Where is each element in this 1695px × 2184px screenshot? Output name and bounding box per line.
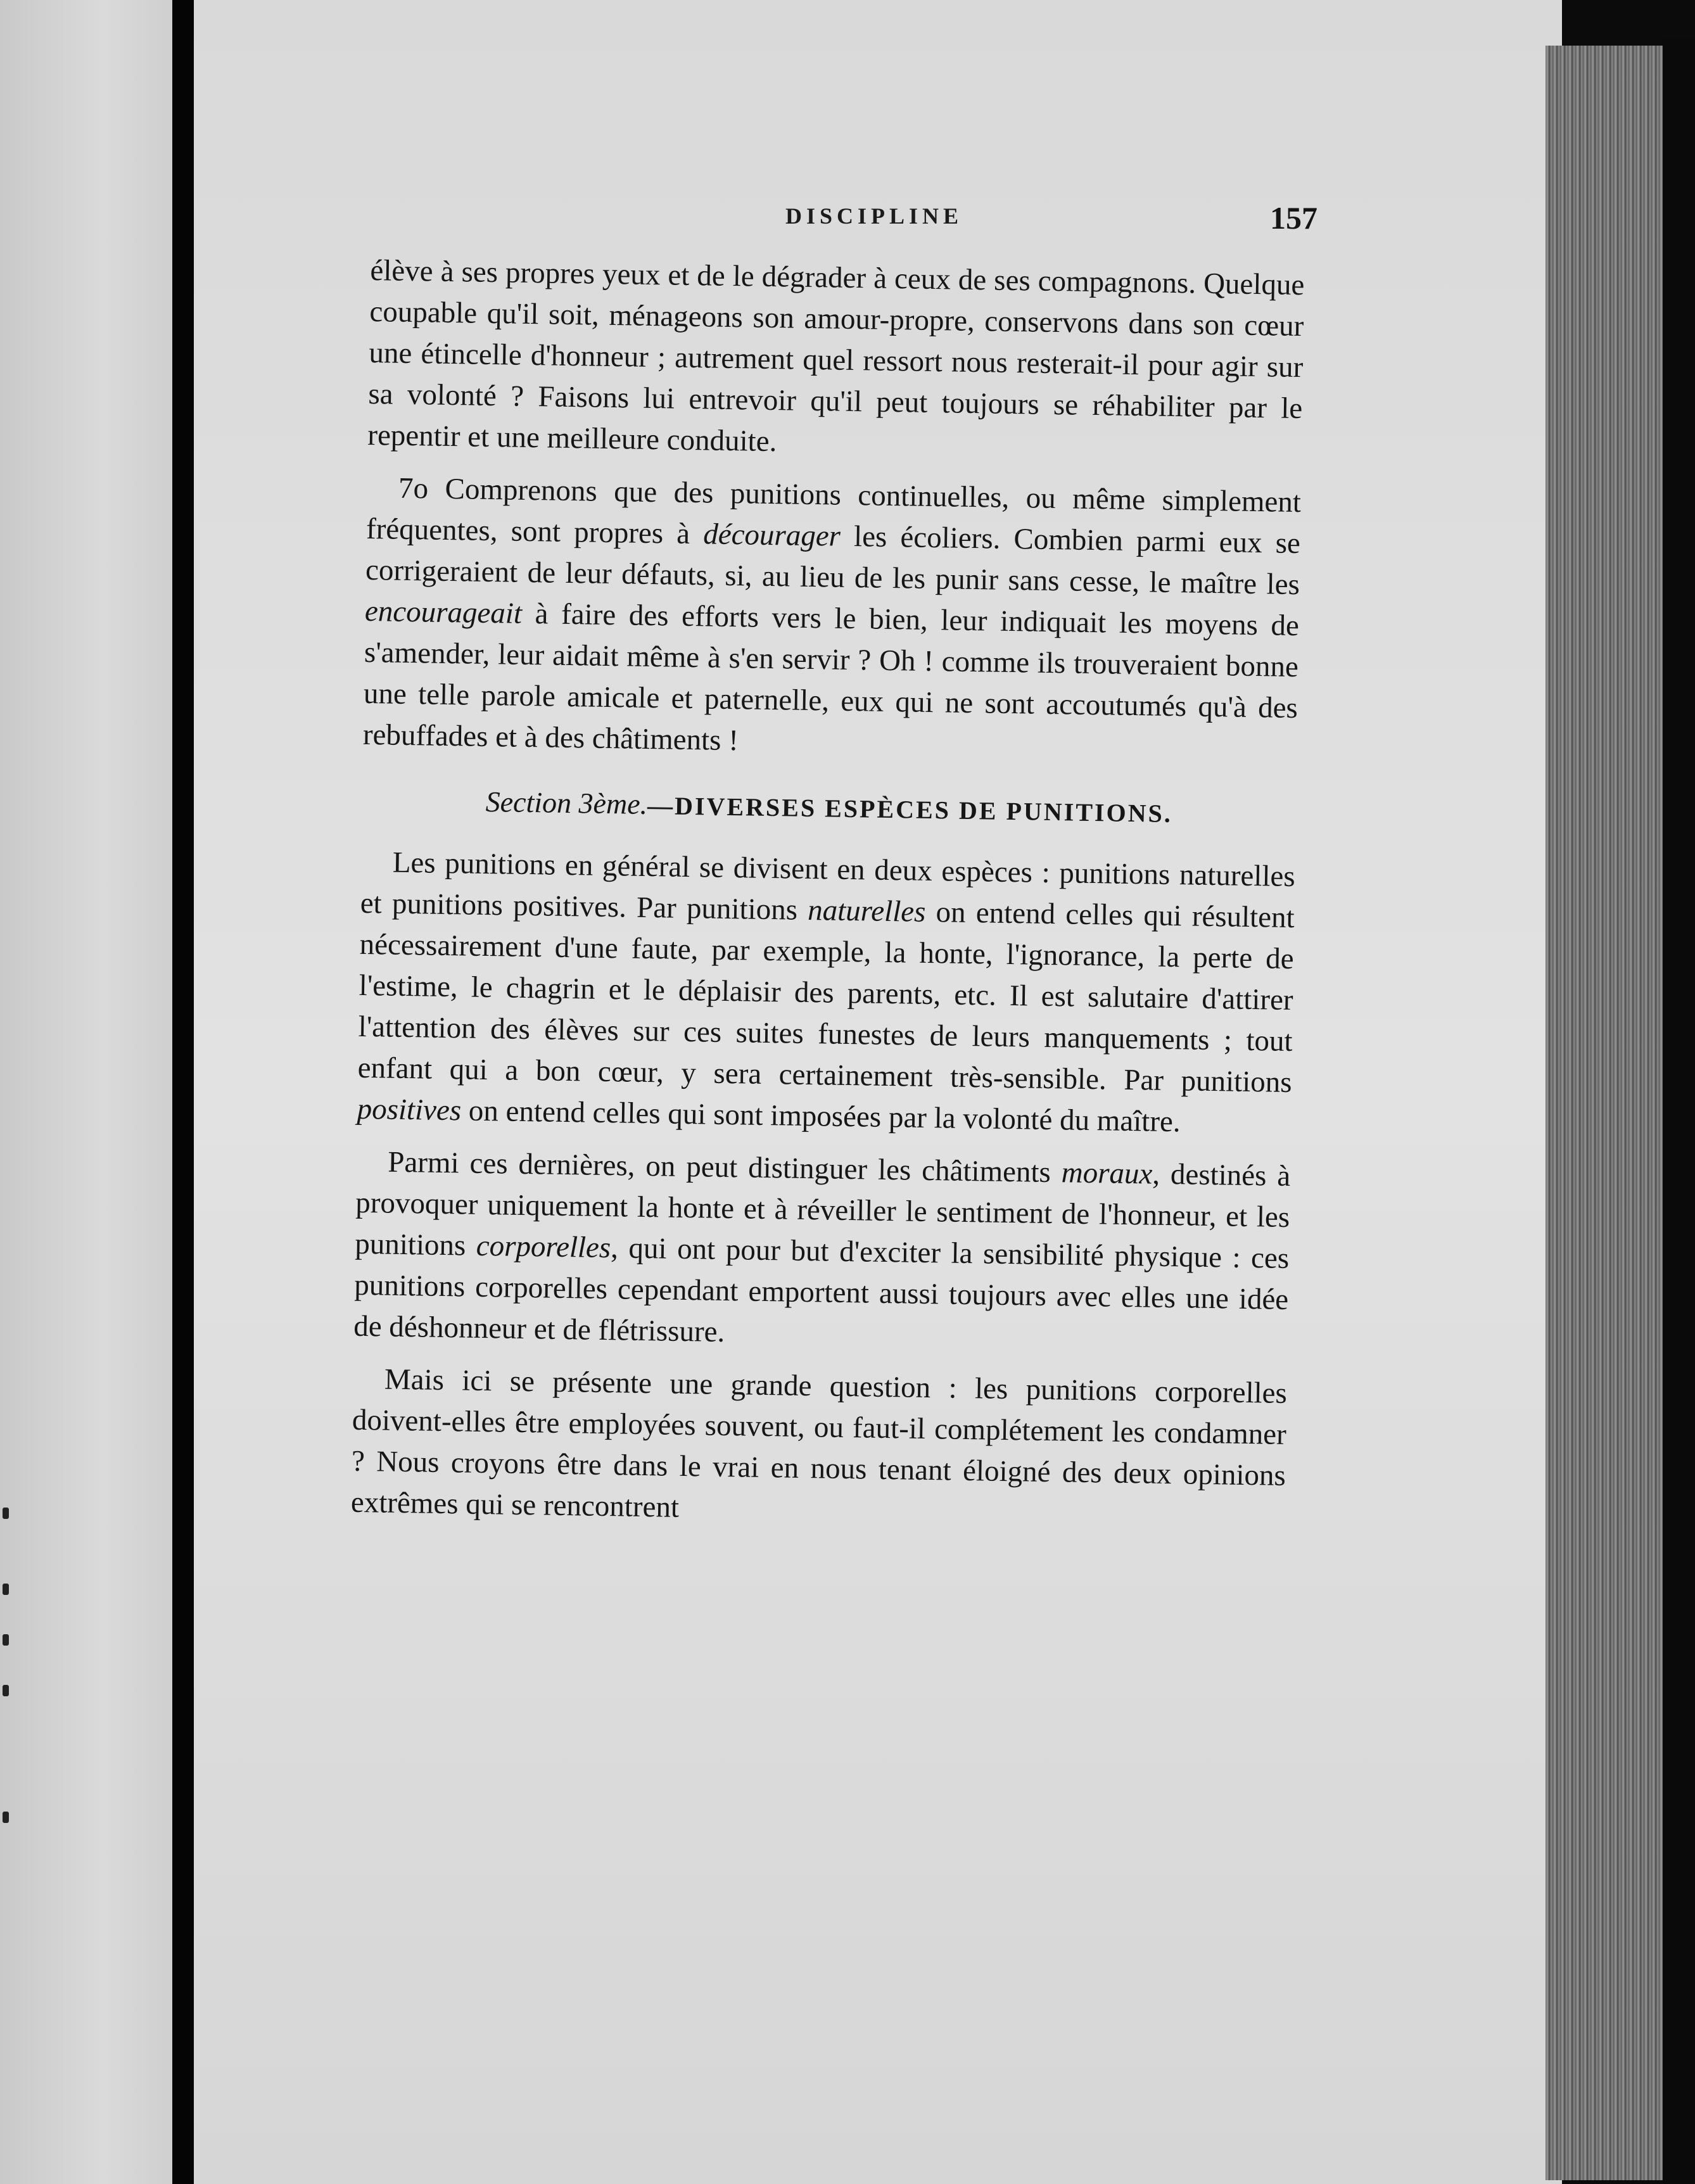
paragraph-continuation: [367, 250, 1305, 471]
page-edges: [1546, 46, 1672, 2180]
left-page-marks: [0, 1508, 19, 1888]
page-body: [350, 250, 1304, 1538]
emphasis-text: positives: [357, 1092, 462, 1127]
scan-border: [1663, 38, 1695, 2184]
emphasis-text: encourageait: [364, 594, 523, 630]
section-heading: [362, 781, 1297, 835]
paragraph-text: on entend celles qui résultent nécessairement d'une faute, par exemple, la honte, l'ignorance, la perte de l'estime, le chagrin et le déplaisir des parents, etc. Il est salutaire d'attirer l'attention des élèves sur ces suites funestes de leurs manquements ; tout enfant qui a bon cœur, y sera certainement très-sensible. Par punitions: [357, 895, 1295, 1100]
paragraph-text: élève à ses propres yeux et de le dégrader à ceux de ses compagnons. Quelque coupable qu'il soit, ménageons son amour-propre, conservons dans son cœur une étincelle d'honneur ; autrement quel ressort nous resterait-il pour agir sur sa volonté ? Faisons lui entrevoir qu'il peut toujours se réhabiliter par le repentir et une meilleure conduite.: [367, 253, 1305, 459]
paragraph-text: à faire des efforts vers le bien, leur indiquait les moyens de s'amender, leur aidait même à s'en servir ? Oh ! comme ils trouveraient bonne une telle parole amicale et paternelle, eux qui ne sont accoutumés qu'à des rebuffades et à des châtiments !: [362, 597, 1300, 758]
paragraph-chatiments: [353, 1141, 1291, 1362]
paragraph-text: Les punitions en général se divisent en deux espèces : punitions naturelles et punitions positives. Par punitions: [360, 846, 1296, 927]
page-header: [399, 200, 1317, 250]
paragraph-text: Mais ici se présente une grande question : les punitions corporelles doivent-elles être employées souvent, ou faut-il complétement les condamner ? Nous croyons être dans le vrai en nous tenant éloigné des deux opinions extrêmes qui se rencontrent: [350, 1362, 1288, 1524]
paragraph-text: les écoliers. Combien parmi eux se corrigeraient de leur défauts, si, au lieu de les punir sans cesse, le maître les: [365, 519, 1301, 602]
emphasis-text: naturelles: [807, 893, 926, 929]
paragraph-text: , qui ont pour but d'exciter la sensibilité physique : ces punitions corporelles cependant emportent aussi toujours avec elles une idée de déshonneur et de flétrissure.: [353, 1231, 1290, 1349]
left-facing-page: [0, 0, 172, 2184]
book-gutter: [172, 0, 194, 2184]
emphasis-text: moraux: [1061, 1156, 1153, 1191]
paragraph-question: [350, 1359, 1287, 1538]
section-label: Section 3ème.: [485, 785, 648, 820]
emphasis-text: décourager: [702, 517, 841, 553]
paragraph-text: , destinés à provoquer uniquement la honte et à réveiller le sentiment de l'honneur, et les punitions: [354, 1157, 1291, 1262]
paragraph-punitions-types: [357, 842, 1295, 1145]
running-title: DISCIPLINE: [785, 203, 963, 229]
section-title: —DIVERSES ESPÈCES DE PUNITIONS.: [647, 790, 1173, 828]
paragraph-text: on entend celles qui sont imposées par la volonté du maître.: [460, 1094, 1181, 1139]
page-number: 157: [1270, 200, 1317, 236]
paragraph-text: Parmi ces dernières, on peut distinguer les châtiments: [387, 1145, 1062, 1190]
paragraph-item-7: [362, 467, 1301, 770]
paragraph-text: 7o Comprenons que des punitions continuelles, ou même simplement fréquentes, sont propres à: [365, 471, 1302, 551]
emphasis-text: corporelles: [476, 1229, 611, 1265]
